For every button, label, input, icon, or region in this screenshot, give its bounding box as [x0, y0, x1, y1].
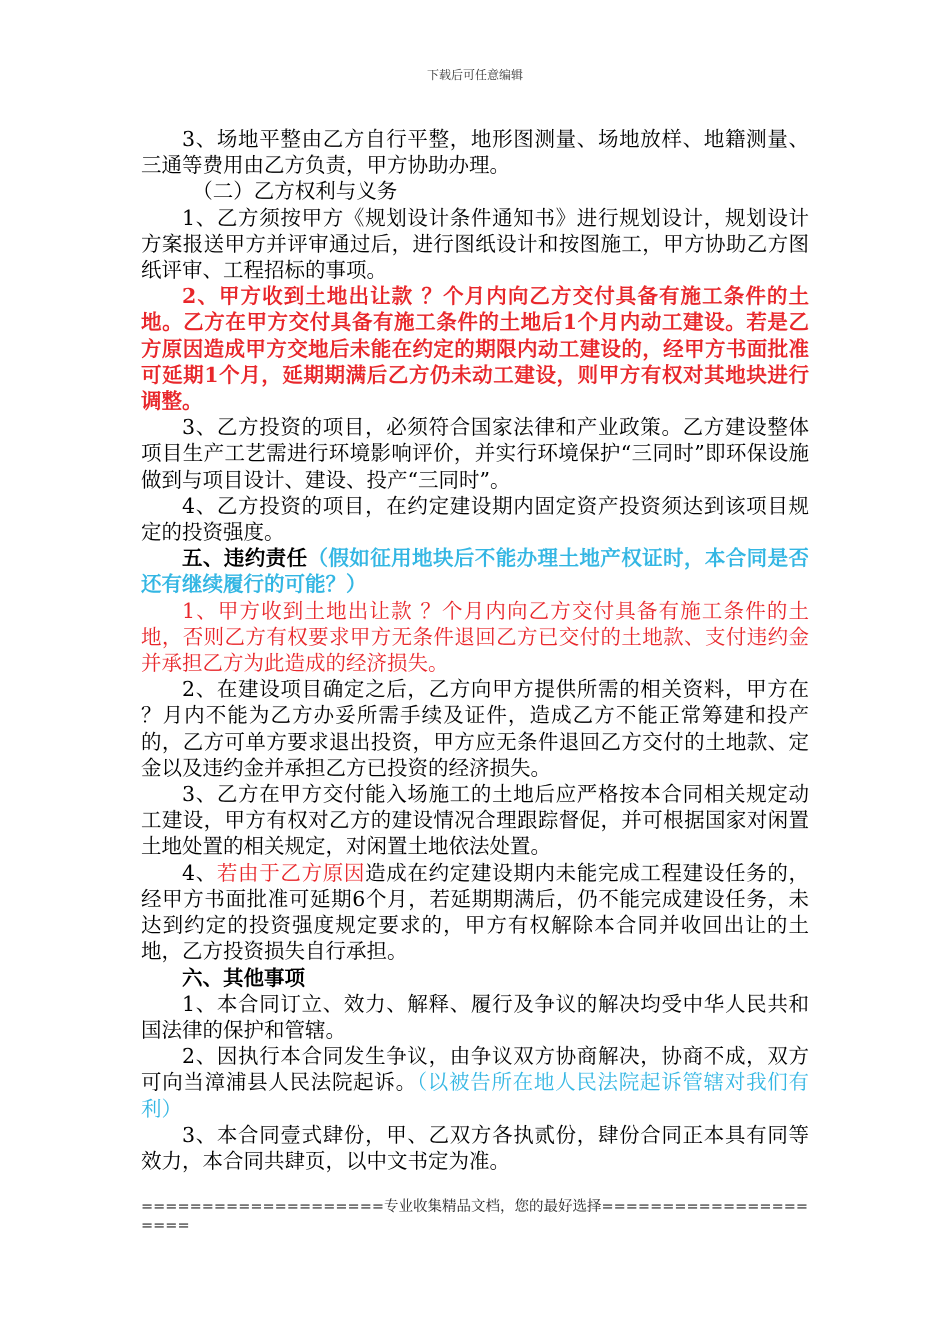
liability-heading-text: 五、违约责任	[182, 546, 308, 571]
liability-delay-rest: 造成在约定建设期内未能完成工程建设任务的，经甲方书面批准可延期6个月，若延期期满后，仍不能完成建设任务，未达到约定的投资强度规定要求的，甲方有权解除本合同并收回出让的土地，乙方投资损失自行承担。	[141, 860, 810, 964]
section-heading-liability	[141, 545, 809, 597]
header-note: 下载后可任意编辑	[426, 68, 523, 82]
paragraph-land-delivery: 2、甲方收到土地出让款 ？个月内向乙方交付具备有施工条件的土地。乙方在甲方交付具备有施工条件的土地后1个月内动工建设。若是乙方原因造成甲方交地后未能在约定的期限内动工建设的，经甲方书面批准可延期1个月，延期期满后乙方仍未动工建设，则甲方有权对其地块进行调整。	[141, 284, 809, 414]
paragraph-liability-construction: 3、乙方在甲方交付能入场施工的土地后应严格按本合同相关规定动工建设，甲方有权对乙方的建设情况合理跟踪督促，并可根据国家对闲置土地处置的相关规定，对闲置土地依法处置。	[141, 782, 809, 859]
paragraph-investment-compliance: 3、乙方投资的项目，必须符合国家法律和产业政策。乙方建设整体项目生产工艺需进行环境影响评价，并实行环境保护“三同时”即环保设施做到与项目设计、建设、投产“三同时”。	[141, 415, 809, 492]
liability-delay-highlight: 若由于乙方原因	[216, 860, 366, 885]
paragraph-dispute-resolution	[141, 1043, 809, 1122]
dispute-resolution-note: （以被告所在地人民法院起诉管辖对我们有利）	[141, 1070, 810, 1121]
paragraph-copies: 3、本合同壹式肆份，甲、乙双方各执贰份，肆份合同正本具有同等效力，本合同共肆页，以中文书定为准。	[141, 1122, 809, 1173]
paragraph-governing-law: 1、本合同订立、效力、解释、履行及争议的解决均受中华人民共和国法律的保护和管辖。	[141, 991, 809, 1042]
paragraph-planning-design: 1、乙方须按甲方《规划设计条件通知书》进行规划设计，规划设计方案报送甲方并评审通过后，进行图纸设计和按图施工，甲方协助乙方图纸评审、工程招标的事项。	[141, 205, 809, 283]
footer-banner: ====================专业收集精品文档，您的最好选择=====================	[141, 1199, 809, 1234]
section-heading-other-matters: 六、其他事项	[182, 965, 305, 990]
paragraph-liability-delay	[141, 860, 809, 965]
liability-delay-number: 4、	[182, 860, 217, 885]
document-body	[141, 126, 809, 1174]
paragraph-investment-intensity: 4、乙方投资的项目，在约定建设期内固定资产投资须达到该项目规定的投资强度。	[141, 493, 809, 545]
paragraph-liability-documents: 2、在建设项目确定之后，乙方向甲方提供所需的相关资料，甲方在 ？月内不能为乙方办妥所需手续及证件，造成乙方不能正常筹建和投产的，乙方可单方要求退出投资，甲方应无条件退回乙方交付的土地款、定金以及违约金并承担乙方已投资的经济损失。	[141, 677, 809, 780]
section-heading-party-b-rights: （二）乙方权利与义务	[192, 179, 398, 204]
dispute-resolution-text: 2、因执行本合同发生争议，由争议双方协商解决，协商不成，双方可向当漳浦县人民法院起诉。	[141, 1044, 809, 1095]
paragraph-site-leveling: 3、场地平整由乙方自行平整，地形图测量、场地放样、地籍测量、三通等费用由乙方负责，甲方协助办理。	[141, 127, 809, 178]
liability-heading-note: （假如征用地块后不能办理土地产权证时，本合同是否还有继续履行的可能？）	[141, 546, 810, 597]
paragraph-liability-land-delivery: 1、甲方收到土地出让款 ？个月内向乙方交付具备有施工条件的土地，否则乙方有权要求甲方无条件退回乙方已交付的土地款、支付违约金并承担乙方为此造成的经济损失。	[141, 598, 809, 676]
